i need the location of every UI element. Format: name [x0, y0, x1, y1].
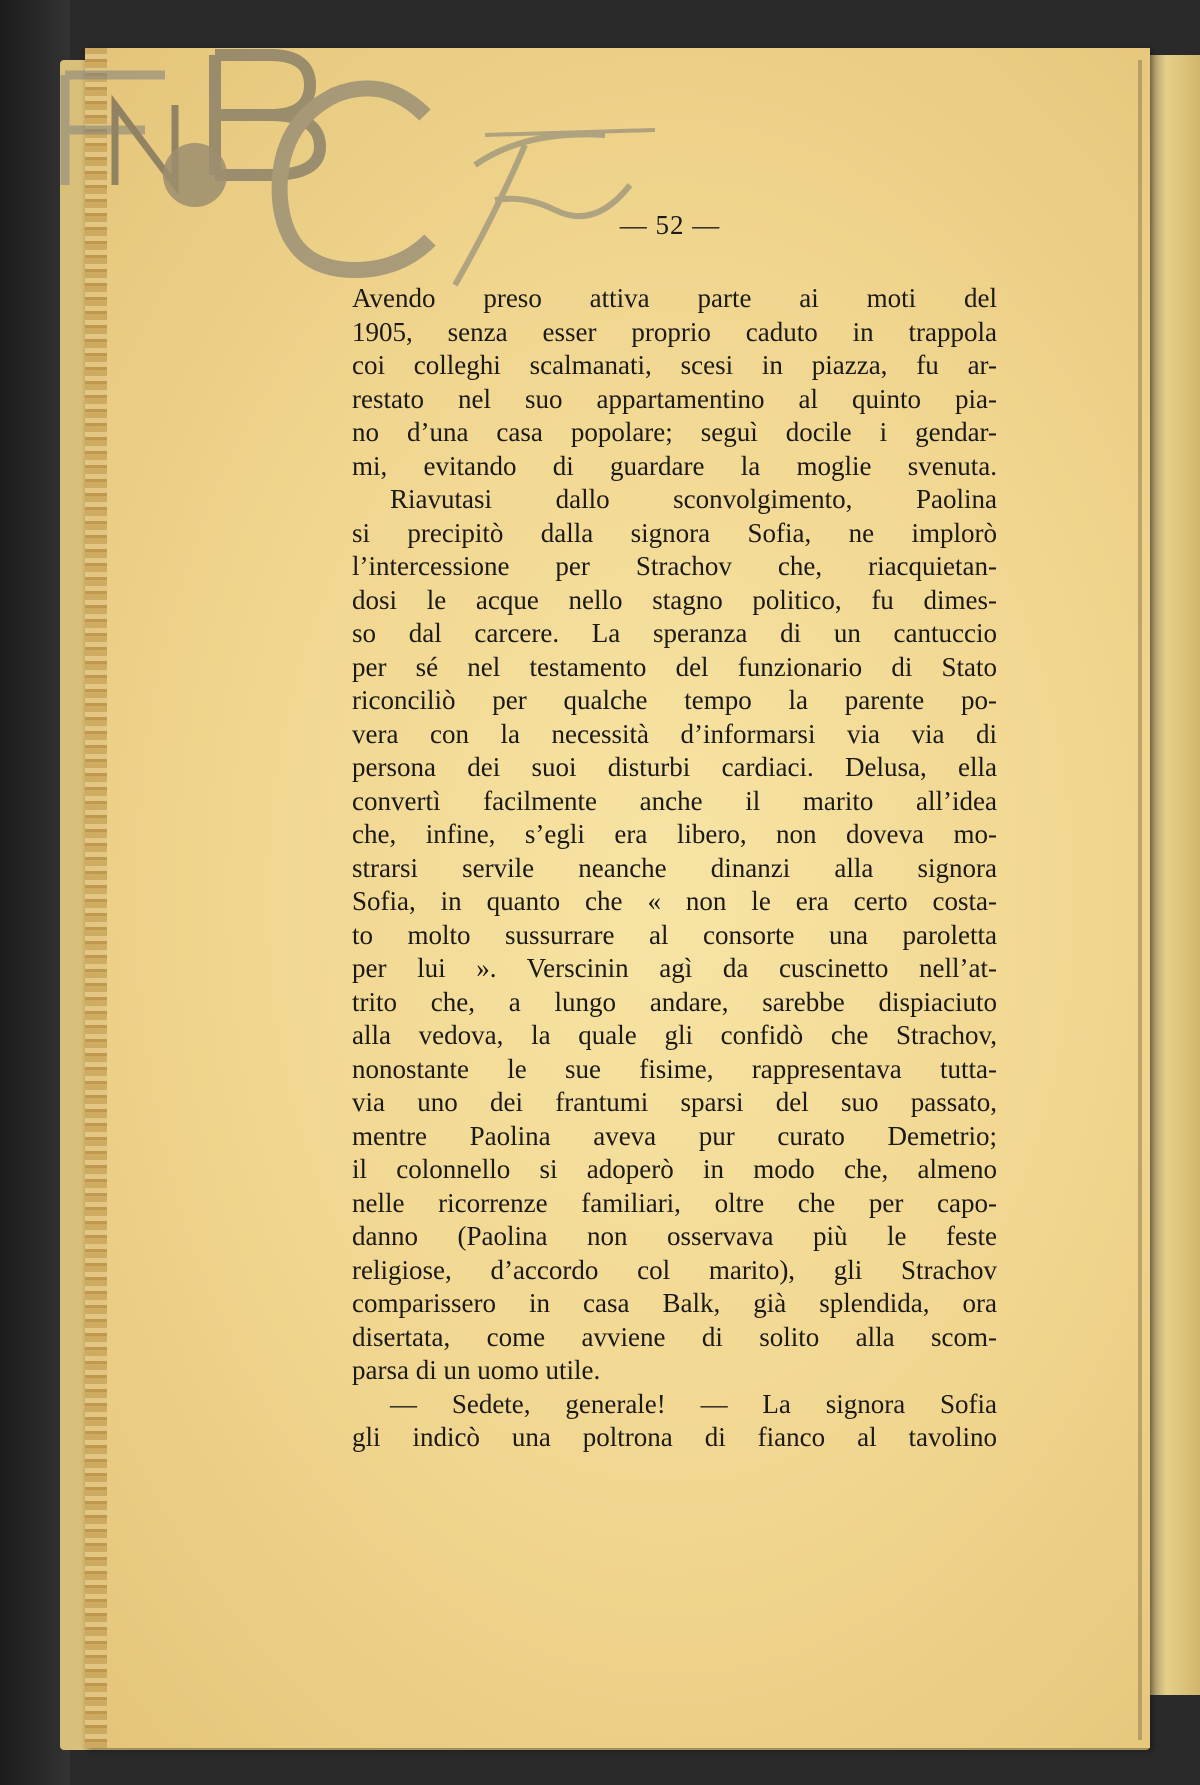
- text-line: dosi le acque nello stagno politico, fu dimes-: [352, 584, 997, 615]
- text-line: alla vedova, la quale gli confidò che Strachov,: [352, 1020, 997, 1050]
- body-text: [352, 282, 997, 1455]
- text-line: per sé nel testamento del funzionario di Stato: [352, 651, 997, 682]
- text-line: parsa di un uomo utile.: [352, 1355, 601, 1385]
- text-line: vera con la necessità d’informarsi via via di: [352, 718, 997, 749]
- text-line: no d’una casa popolare; seguì docile i gendar-: [352, 417, 997, 447]
- text-line: il colonnello si adoperò in modo che, almeno: [352, 1154, 997, 1184]
- text-line: trito che, a lungo andare, sarebbe dispiaciuto: [352, 986, 997, 1017]
- text-line: Avendo preso attiva parte ai moti del: [352, 283, 997, 313]
- text-line: convertì facilmente anche il marito all’idea: [352, 785, 997, 816]
- library-logo-watermark: [55, 35, 695, 295]
- text-line: nelle ricorrenze familiari, oltre che per capo-: [352, 1187, 997, 1218]
- text-line: Sofia, in quanto che « non le era certo costa-: [352, 886, 997, 916]
- next-page-edge: [1148, 55, 1200, 1695]
- text-line: restato nel suo appartamentino al quinto pia-: [352, 383, 997, 414]
- text-line: strarsi servile neanche dinanzi alla signora: [352, 852, 997, 883]
- text-line: mentre Paolina aveva pur curato Demetrio;: [352, 1120, 997, 1151]
- text-line: via uno dei frantumi sparsi del suo passato,: [352, 1087, 997, 1117]
- text-line: comparissero in casa Balk, già splendida, ora: [352, 1288, 997, 1318]
- text-line: religiose, d’accordo col marito), gli Strachov: [352, 1254, 997, 1285]
- text-line: disertata, come avviene di solito alla scom-: [352, 1321, 997, 1352]
- text-line: 1905, senza esser proprio caduto in trappola: [352, 316, 997, 347]
- text-line: si precipitò dalla signora Sofia, ne implorò: [352, 517, 997, 548]
- text-line: gli indicò una poltrona di fianco al tavolino: [352, 1422, 997, 1452]
- text-line: danno (Paolina non osservava più le feste: [352, 1221, 997, 1251]
- text-line: che, infine, s’egli era libero, non doveva mo-: [352, 819, 997, 849]
- page-number: — 52 —: [619, 210, 721, 240]
- text-line: to molto sussurrare al consorte una paroletta: [352, 919, 997, 950]
- text-line: so dal carcere. La speranza di un cantuccio: [352, 618, 997, 648]
- text-line: — Sedete, generale! — La signora Sofia: [390, 1388, 997, 1419]
- text-line: nonostante le sue fisime, rappresentava tutta-: [352, 1053, 997, 1084]
- text-line: riconciliò per qualche tempo la parente po-: [352, 685, 997, 715]
- text-line: per lui ». Verscinin agì da cuscinetto nell’at-: [352, 953, 997, 983]
- text-line: mi, evitando di guardare la moglie svenuta.: [352, 450, 997, 481]
- page-gutter: [1138, 60, 1142, 1740]
- text-line: persona dei suoi disturbi cardiaci. Delusa, ella: [352, 752, 997, 782]
- text-line: l’intercessione per Strachov che, riacquietan-: [352, 551, 997, 581]
- text-line: Riavutasi dallo sconvolgimento, Paolina: [390, 484, 997, 514]
- text-line: coi colleghi scalmanati, scesi in piazza, fu ar-: [352, 350, 997, 380]
- page-fore-edge: [85, 48, 107, 1748]
